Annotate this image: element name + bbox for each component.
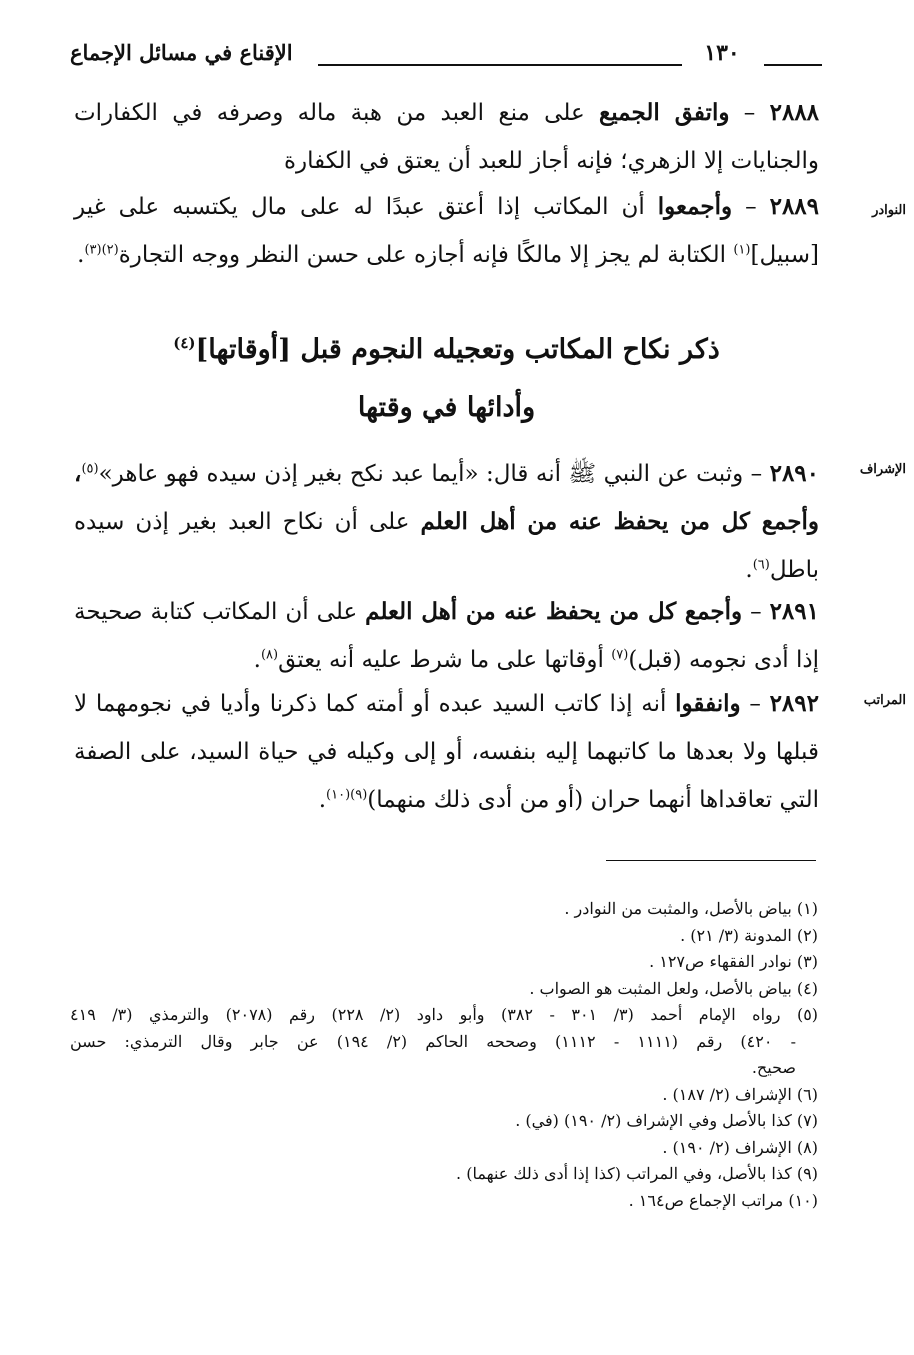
paragraph-number: ٢٨٨٩ — [769, 193, 820, 220]
paragraph-text: أوقاتها على ما شرط عليه أنه يعتق — [278, 647, 604, 673]
paragraph-text: على أن نكاح العبد بغير إذن سيده باطل — [74, 509, 819, 583]
footnote-ref: (٩)(١٠) — [326, 787, 368, 803]
footnote-5-continuation: - ٤٢٠) رقم (١١١١ - ١١١٢) وصححه الحاكم (٢/ ١٩٤) عن جابر وقال الترمذي: حسن — [70, 1031, 797, 1051]
footnote-ref: (١) — [733, 242, 751, 258]
footnote-ref: (٥) — [81, 461, 99, 477]
paragraph-text: على منع العبد من هبة ماله وصرفه في الكفارات والجنايات إلا الزهري؛ فإنه أجاز للعبد أن يعتق في الكفارة — [74, 100, 819, 174]
paragraph-number: ٢٨٩١ — [769, 598, 819, 625]
paragraph-end: . — [318, 787, 327, 813]
paragraph-end: . — [253, 647, 261, 673]
header-rule — [318, 64, 682, 66]
paragraph-number: ٢٨٩٠ — [769, 460, 820, 487]
footnote-1: (١) بياض بالأصل، والمثبت من النوادر . — [564, 899, 818, 918]
paragraph-lead: ، وأجمع كل من يحفظ عنه من أهل العلم — [74, 460, 819, 535]
page-number: ١٣٠ — [704, 40, 740, 66]
footnote-9: (٩) كذا بالأصل، وفي المراتب (كذا إذا أدى ذلك عنهما) . — [456, 1164, 818, 1183]
footnote-ref: (٨) — [260, 647, 279, 663]
paragraph-text: أنه إذا كاتب السيد عبده أو أمته كما ذكرنا وأديا في نجومهما لا قبلها ولا بعدها ما كاتبهما إليه بنفسه، أو إلى وكيله في حياة السيد، على الصفة التي تعاقداها أنهما حران (أو من أدى ذلك منهما) — [74, 691, 819, 813]
footnote-ref: (٧) — [611, 647, 629, 663]
footnote-ref: (٢)(٣) — [84, 242, 119, 258]
footnotes — [70, 896, 818, 1214]
paragraph-end: . — [77, 242, 85, 268]
footnote-ref: (٤) — [173, 334, 196, 352]
footnote-2: (٢) المدونة (٣/ ٢١) . — [680, 925, 818, 945]
paragraph-lead: وأجمع كل من يحفظ عنه من أهل العلم — [365, 598, 743, 625]
paragraph-lead: واتفق الجميع — [599, 99, 730, 126]
paragraph-text: الكتابة لم يجز إلا مالكًا فإنه أجازه على حسن النظر ووجه التجارة — [118, 242, 727, 268]
footnote-7: (٧) كذا بالأصل وفي الإشراف (٢/ ١٩٠) (في) . — [515, 1111, 818, 1130]
paragraph-lead: وأجمعوا — [657, 193, 733, 220]
footnote-5: (٥) رواه الإمام أحمد (٣/ ٣٠١ - ٣٨٢) وأبو داود (٢/ ٢٢٨) رقم (٢٠٧٨) والترمذي (٣/ ٤١٩ — [70, 1005, 819, 1024]
side-label-ishraf: الإشراف — [859, 462, 906, 477]
footnote-4: (٤) بياض بالأصل، ولعل المثبت هو الصواب . — [529, 978, 818, 998]
paragraph-number: ٢٨٨٨ — [769, 99, 820, 126]
paragraph-lead: وانفقوا — [675, 690, 741, 717]
paragraph-text: أن المكاتب إذا أعتق عبدًا له على مال يكتسبه على غير [سبيل] — [74, 194, 819, 268]
book-title: الإقناع في مسائل الإجماع — [70, 40, 293, 65]
footnote-3: (٣) نوادر الفقهاء ص١٢٧ . — [649, 952, 818, 971]
footnote-separator — [606, 860, 816, 861]
paragraph-text: على أن المكاتب كتابة صحيحة إذا أدى نجومه (قبل) — [74, 599, 819, 673]
footnote-6: (٦) الإشراف (٢/ ١٨٧) . — [662, 1084, 818, 1104]
paragraph-2891: ٢٨٩١ – وأجمع كل من يحفظ عنه من أهل العلم على أن المكاتب كتابة صحيحة إذا أدى نجومه (قبل)$^{(٧)}$ أوقاتها على ما شرط عليه أنه يعتق$^{(٨)}$. — [74, 598, 819, 673]
header-dash — [764, 64, 822, 66]
paragraph-end: . — [745, 557, 753, 583]
paragraph-2889: ٢٨٨٩ – وأجمعوا أن المكاتب إذا أعتق عبدًا له على مال يكتسبه على غير [سبيل]$^{(١)}$ الكتابة لم يجز إلا مالكًا فإنه أجازه على حسن النظر ووجه التجارة$^{(٢)(٣)}$. — [74, 193, 820, 268]
footnote-ref: (٦) — [752, 557, 770, 573]
footnote-8: (٨) الإشراف (٢/ ١٩٠) . — [662, 1137, 818, 1157]
section-heading-line1 — [74, 334, 819, 365]
paragraph-number: ٢٨٩٢ — [769, 690, 819, 717]
side-label-nawadir: النوادر — [872, 203, 906, 218]
paragraph-2890: ٢٨٩٠ – وثبت عن النبي ﷺ أنه قال: «أيما عبد نكح بغير إذن سيده فهو عاهر»$^{(٥)}$، وأجمع كل من يحفظ عنه من أهل العلم على أن نكاح العبد بغير إذن سيده باطل$^{(٦)}$. — [74, 460, 820, 583]
section-heading-line2: وأدائها في وقتها — [357, 392, 536, 423]
paragraph-2892: ٢٨٩٢ – وانفقوا أنه إذا كاتب السيد عبده أو أمته كما ذكرنا وأديا في نجومهما لا قبلها ولا بعدها ما كاتبهما إليه بنفسه، أو إلى وكيله في حياة السيد، على الصفة التي تعاقداها أنهما حران (أو من أدى ذلك منهما)$^{(٩)(١٠)}$. — [74, 690, 819, 813]
paragraph-text: وثبت عن النبي ﷺ أنه قال: «أيما عبد نكح بغير إذن سيده فهو عاهر» — [98, 461, 744, 487]
footnote-5-end: صحيح. — [751, 1058, 796, 1077]
footnote-10: (١٠) مراتب الإجماع ص١٦٤ . — [628, 1190, 818, 1210]
heading-text: ذكر نكاح المكاتب وتعجيله النجوم قبل [أوقاتها] — [195, 334, 720, 365]
side-label-maratib: المراتب — [863, 693, 906, 708]
page-header — [70, 40, 822, 80]
paragraph-2888: ٢٨٨٨ – واتفق الجميع على منع العبد من هبة ماله وصرفه في الكفارات والجنايات إلا الزهري؛ فإنه أجاز للعبد أن يعتق في الكفارة — [74, 99, 820, 174]
